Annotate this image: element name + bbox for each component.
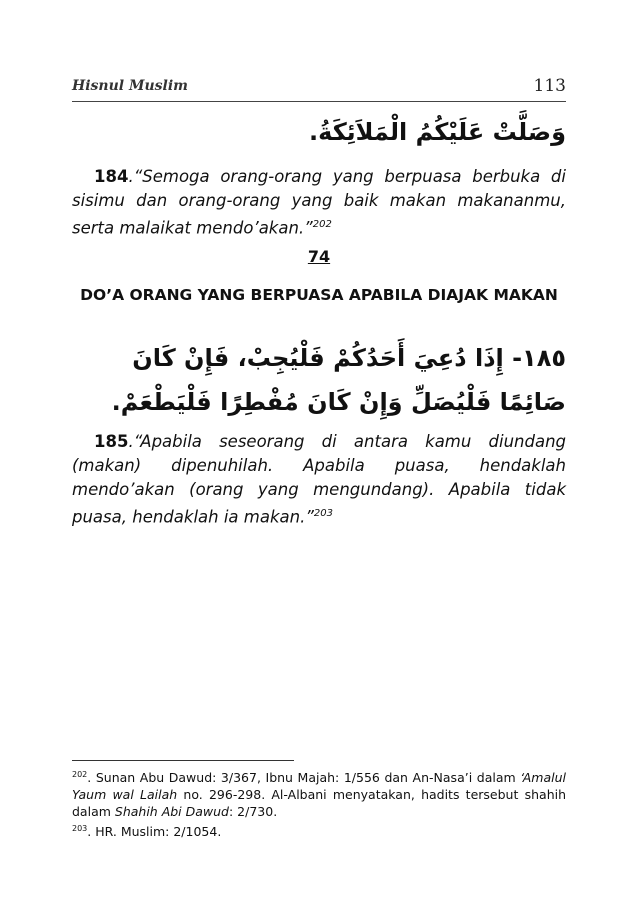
- footnotes: [72, 766, 566, 840]
- footnote-text: no. 296-298. Al-Albani menyatakan, hadits tersebut shahih dalam: [72, 787, 567, 820]
- header-rule: [72, 101, 566, 102]
- footnote-number: 203: [72, 824, 88, 834]
- chapter-title: DO’A ORANG YANG BERPUASA APABILA DIAJAK MAKAN: [80, 286, 558, 304]
- paragraph-text: .“Apabila seseorang di antara kamu diundang (makan) dipenuhilah. Apabila puasa, hendaklah mendo’akan (orang yang mengundang).: [72, 432, 566, 499]
- footnote-number: 202: [72, 770, 88, 779]
- paragraph-number: 185: [94, 432, 129, 451]
- chapter-number: 74: [307, 247, 331, 266]
- arabic-hadith-185: ١٨٥- إِذَا دُعِيَ أَحَدُكُمْ فَلْيُجِبْ، فَإِنْ كَانَ صَائِمًا فَلْيُصَلِّ وَإِنْ كَانَ مُفْطِرًا فَلْيَطْعَمْ.: [111, 344, 566, 416]
- paragraph-185: [72, 430, 566, 530]
- footnote-text: . HR. Muslim: 2/1054.: [87, 824, 222, 840]
- paragraph-text-continued: Apabila tidak puasa, hendaklah ia makan.”: [72, 480, 566, 527]
- footnote-ref[interactable]: 202: [312, 219, 332, 230]
- footnote-italic-title: Shahih Abi Dawud: [114, 804, 229, 820]
- page-number: 113: [533, 76, 566, 96]
- arabic-text-top: وَصَلَّتْ عَلَيْكُمُ الْمَلاَئِكَةُ.: [309, 118, 566, 146]
- paragraph-text: .“Semoga orang-orang yang berpuasa berbuka di sisimu dan orang-orang yang baik makan makananmu, serta malaikat mendo’akan.”: [72, 167, 566, 238]
- footnote-text: . Sunan Abu Dawud: 3/367, Ibnu Majah: 1/556 dan An-Nasa’i dalam: [87, 770, 521, 786]
- footnote-text: : 2/730.: [229, 804, 278, 820]
- paragraph-number: 184: [94, 167, 129, 186]
- footnote-italic-title: ‘Amalul Yaum wal Lailah: [72, 770, 566, 803]
- paragraph-184: [72, 165, 566, 241]
- footnote-ref[interactable]: 203: [313, 508, 333, 519]
- footnote-202: [72, 766, 566, 820]
- running-header-title: Hisnul Muslim: [72, 78, 188, 94]
- footnote-203: [72, 820, 566, 840]
- footnote-divider: [72, 760, 294, 761]
